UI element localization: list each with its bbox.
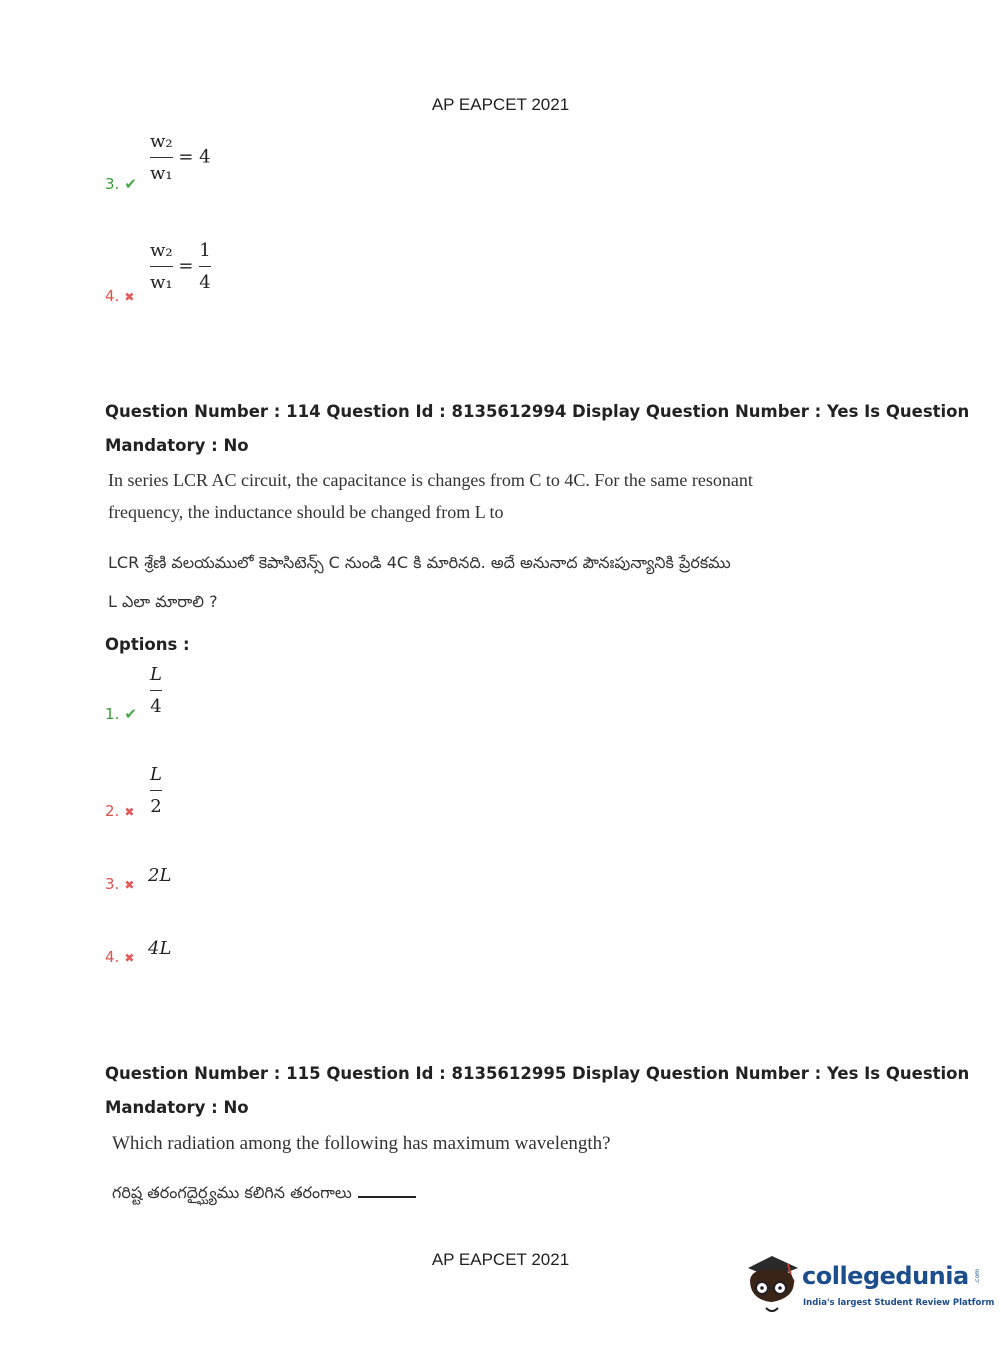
question-text-english: frequency, the inductance should be changed from L to (108, 502, 504, 522)
cross-icon: ✖ (124, 805, 135, 819)
question-text-english: Which radiation among the following has maximum wavelength? (112, 1133, 611, 1154)
fraction-numerator: L (150, 664, 162, 685)
fraction (150, 240, 173, 293)
fraction (150, 664, 162, 717)
option-4-number-row (105, 947, 134, 966)
page-footer: AP EAPCET 2021 (431, 1250, 570, 1269)
fraction-bar (150, 266, 173, 267)
fraction-bar (150, 790, 162, 791)
option-1-number-row (105, 704, 137, 723)
question-header-line: Mandatory : No (105, 1098, 249, 1117)
question-text-telugu-row (112, 1183, 416, 1206)
option-number: 4. (105, 948, 120, 966)
question-text-telugu: LCR శ్రేణి వలయములో కెపాసిటెన్స్ C నుండి 4C కి మారినది. అదే అనునాద పౌనఃపున్యానికి ప్రేరకము (108, 553, 731, 572)
question-text-telugu: L ఎలా మారాలి ? (108, 592, 218, 611)
prev-option-4-formula (150, 240, 211, 293)
options-label: Options : (105, 635, 190, 654)
option-3-value: 2L (148, 865, 172, 886)
mascot-icon (742, 1250, 804, 1316)
equation-rhs: = 4 (178, 146, 211, 168)
check-icon: ✔ (124, 175, 137, 193)
page-header: AP EAPCET 2021 (431, 95, 570, 114)
logo-wordmark-row (802, 1262, 981, 1290)
question-header-line: Question Number : 114 Question Id : 8135612994 Display Question Number : Yes Is Question (105, 402, 970, 421)
question-header-line: Question Number : 115 Question Id : 8135612995 Display Question Number : Yes Is Question (105, 1064, 970, 1083)
option-number: 3. (105, 175, 120, 193)
option-2-formula (150, 764, 162, 817)
option-1-formula (150, 664, 162, 717)
option-number: 3. (105, 875, 120, 893)
question-text-english: In series LCR AC circuit, the capacitance is changes from C to 4C. For the same resonant (108, 470, 753, 490)
fraction (150, 764, 162, 817)
fraction-numerator: 1 (199, 240, 211, 261)
fraction-bar (199, 266, 210, 267)
fraction-denominator: 4 (199, 272, 211, 293)
option-number: 1. (105, 705, 120, 723)
option-number: 4. (105, 287, 120, 305)
fraction-bar (150, 690, 162, 691)
fraction-denominator: 4 (150, 696, 162, 717)
prev-option-3-formula (150, 131, 211, 184)
fraction-numerator: w₂ (150, 131, 173, 152)
fraction (150, 131, 173, 184)
logo-tagline: India's largest Student Review Platform (803, 1298, 995, 1308)
answer-blank (358, 1196, 416, 1198)
check-icon: ✔ (124, 705, 137, 723)
option-number: 2. (105, 802, 120, 820)
fraction-denominator: 2 (150, 796, 162, 817)
fraction-denominator: w₁ (150, 272, 173, 293)
fraction (199, 240, 210, 293)
cross-icon: ✖ (124, 290, 135, 304)
fraction-numerator: L (150, 764, 162, 785)
option-4-value: 4L (148, 938, 172, 959)
fraction-numerator: w₂ (150, 240, 173, 261)
option-2-number-row (105, 801, 134, 820)
question-header-line: Mandatory : No (105, 436, 249, 455)
fraction-bar (150, 157, 173, 158)
equals-sign: = (178, 255, 194, 277)
cross-icon: ✖ (124, 951, 135, 965)
cross-icon: ✖ (124, 878, 135, 892)
logo-com: .com (973, 1269, 981, 1284)
fraction-denominator: w₁ (150, 163, 173, 184)
question-text-telugu: గరిష్ట తరంగదైర్ఘ్యము కలిగిన తరంగాలు (112, 1183, 352, 1202)
prev-option-4-number-row (105, 286, 134, 305)
option-3-number-row (105, 874, 134, 893)
prev-option-3-number-row (105, 174, 137, 193)
logo-name: collegedunia (802, 1262, 969, 1290)
